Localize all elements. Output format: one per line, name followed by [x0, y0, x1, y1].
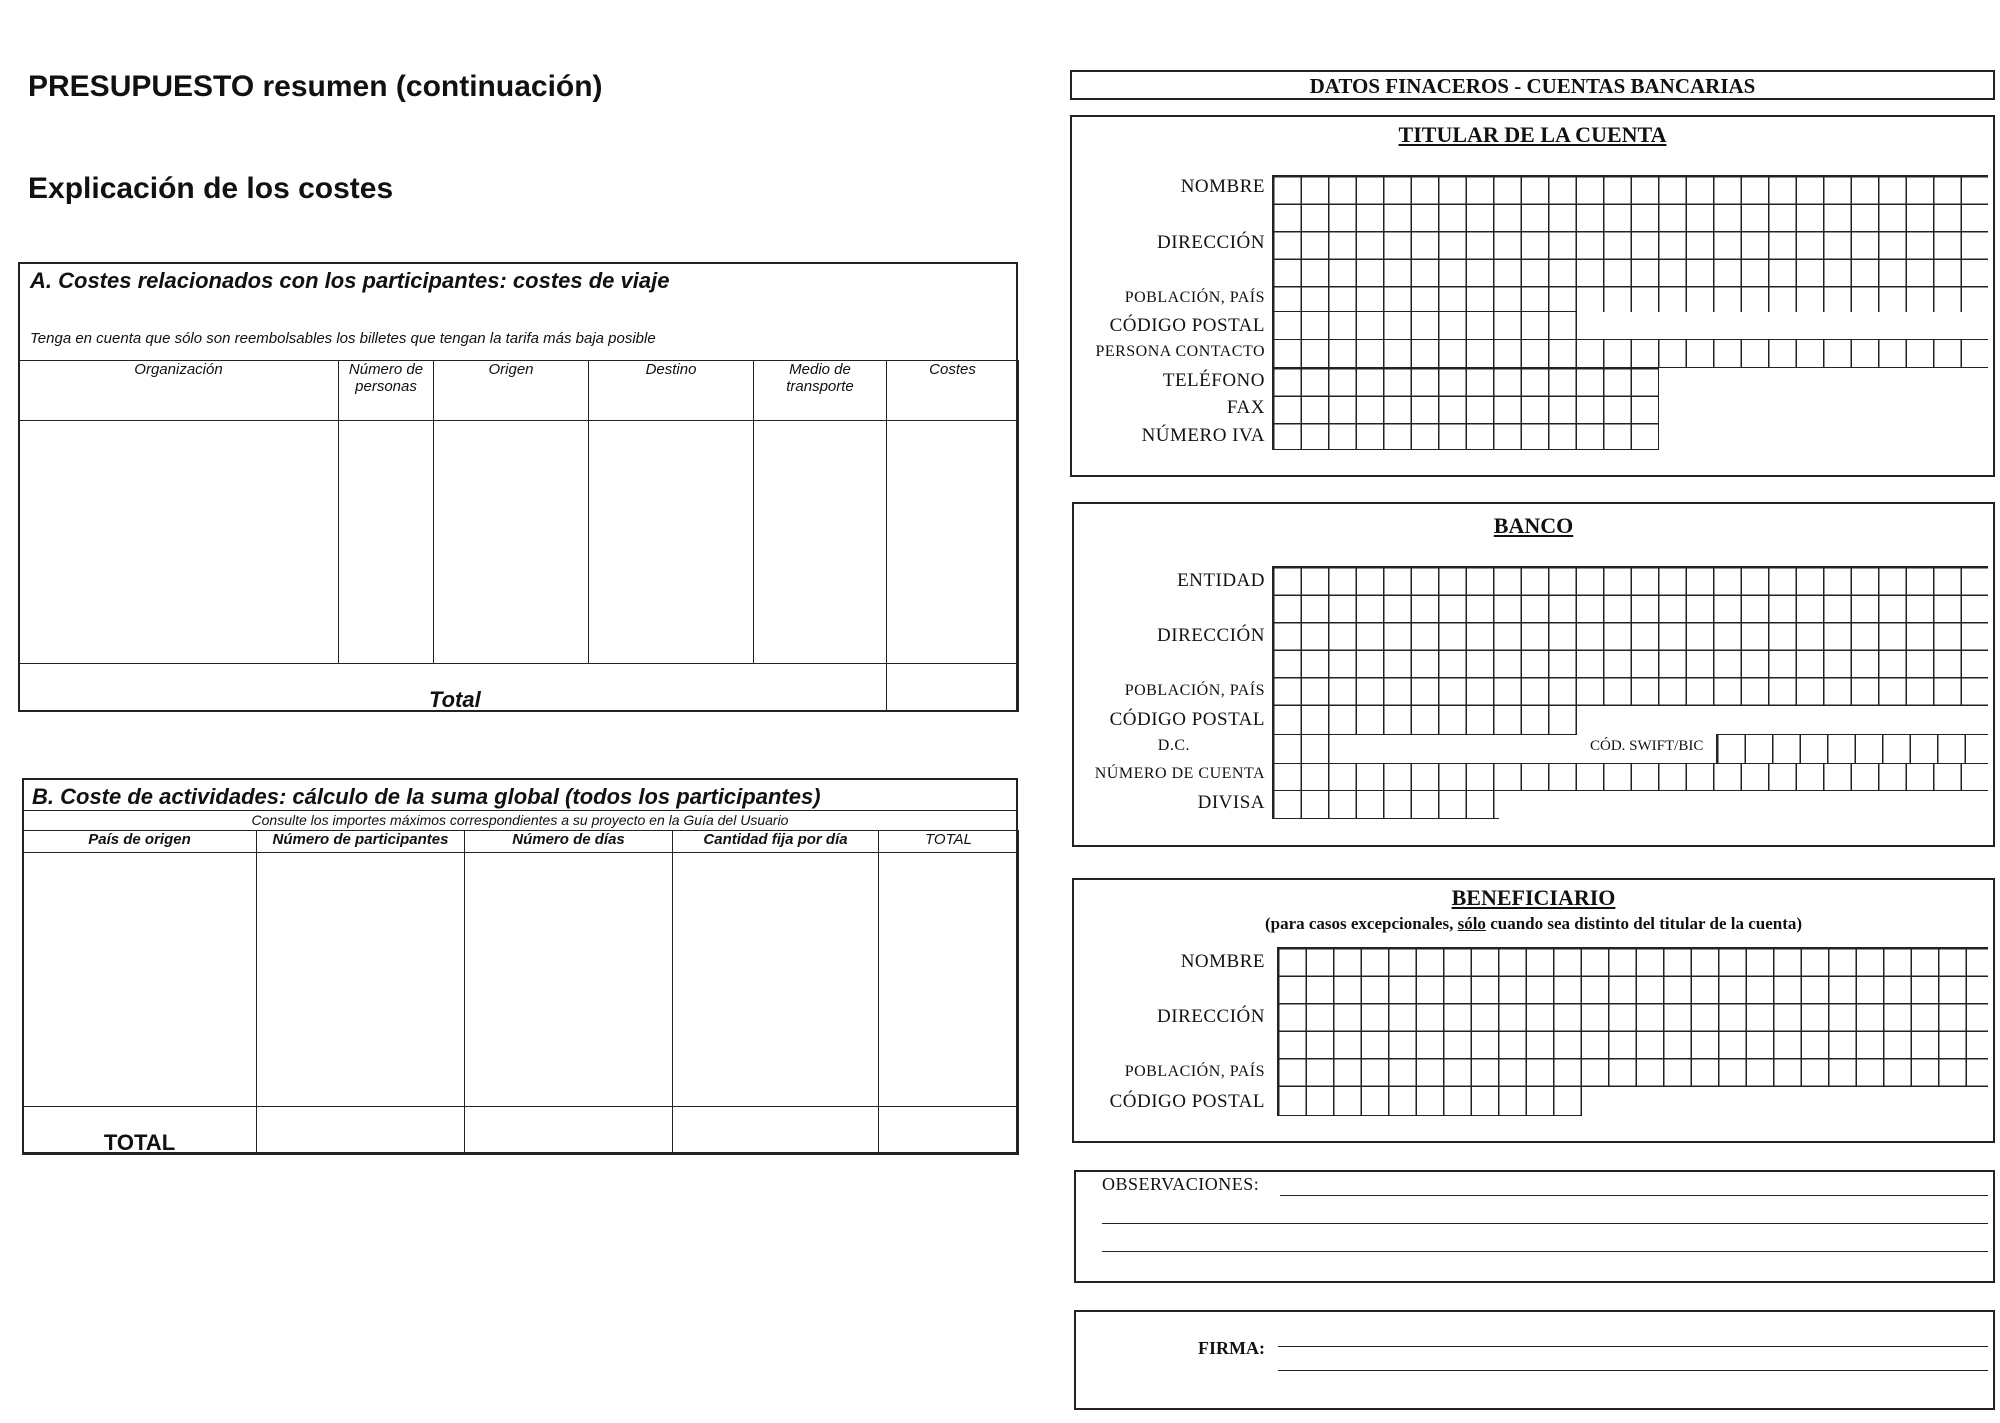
section-b-note: Consulte los importes máximos correspondientes a su proyecto en la Guía del Usuario: [251, 812, 789, 828]
beneficiario-note-solo: sólo: [1457, 914, 1486, 933]
cell-total-participantes[interactable]: [257, 1107, 465, 1155]
col-medio-transporte: Medio de transporte: [754, 361, 887, 421]
cell-costes[interactable]: [887, 421, 1019, 664]
label-banco-direccion: DIRECCIÓN: [1157, 625, 1265, 646]
total-b-label: TOTAL: [103, 1130, 176, 1155]
benef-grid-nombre-direccion-poblacion[interactable]: [1277, 947, 1988, 1087]
label-persona-contacto: PERSONA CONTACTO: [1095, 343, 1265, 360]
col-numero-dias: Número de días: [465, 831, 673, 853]
cell-organizacion[interactable]: [19, 421, 339, 664]
label-divisa: DIVISA: [1197, 792, 1265, 813]
cell-origen[interactable]: [434, 421, 589, 664]
page-title: PRESUPUESTO resumen (continuación): [28, 70, 603, 103]
titular-grid-nombre-direccion-poblacion[interactable]: [1272, 175, 1988, 312]
cell-numero-personas[interactable]: [339, 421, 434, 664]
titular-caption: TITULAR DE LA CUENTA: [1398, 122, 1667, 147]
cell-cantidad-fija[interactable]: [673, 853, 879, 1107]
banco-grid-entidad-direccion-poblacion[interactable]: [1272, 566, 1988, 706]
label-poblacion-pais: POBLACIÓN, PAÍS: [1124, 289, 1265, 306]
banco-grid-dc[interactable]: [1272, 734, 1330, 764]
beneficiario-note: [1072, 914, 1995, 934]
financial-header-text: DATOS FINACEROS - CUENTAS BANCARIAS: [1309, 74, 1756, 98]
label-fax: FAX: [1226, 397, 1265, 418]
cell-medio-transporte[interactable]: [754, 421, 887, 664]
label-benef-codigo-postal: CÓDIGO POSTAL: [1109, 1091, 1265, 1112]
col-cantidad-fija: Cantidad fija por día: [673, 831, 879, 853]
titular-grid-persona-contacto[interactable]: [1272, 339, 1988, 368]
cell-total-dias[interactable]: [465, 1107, 673, 1155]
firma-box: [1074, 1310, 1995, 1410]
observaciones-line-2[interactable]: [1102, 1223, 1988, 1224]
banco-grid-swift[interactable]: [1716, 734, 1988, 764]
label-benef-poblacion: POBLACIÓN, PAÍS: [1124, 1063, 1265, 1080]
label-numero-iva: NÚMERO IVA: [1141, 425, 1265, 446]
firma-line-2[interactable]: [1278, 1370, 1988, 1371]
section-b-heading: B. Coste de actividades: cálculo de la suma global (todos los participantes): [32, 784, 821, 809]
col-destino: Destino: [589, 361, 754, 421]
beneficiario-note-before: (para casos excepcionales,: [1264, 914, 1458, 933]
label-codigo-postal: CÓDIGO POSTAL: [1109, 315, 1265, 336]
label-telefono: TELÉFONO: [1162, 370, 1265, 391]
total-b-label-cell: [23, 1107, 257, 1155]
section-a-table: [18, 360, 1019, 712]
beneficiario-note-after: cuando sea distinto del titular de la cuenta): [1485, 914, 1803, 933]
label-benef-nombre: NOMBRE: [1180, 951, 1265, 972]
label-entidad: ENTIDAD: [1177, 570, 1265, 591]
label-banco-poblacion: POBLACIÓN, PAÍS: [1124, 682, 1265, 699]
cell-numero-participantes[interactable]: [257, 853, 465, 1107]
swift-label: CÓD. SWIFT/BIC: [1590, 738, 1704, 754]
col-organizacion: Organización: [19, 361, 339, 421]
col-numero-participantes: Número de participantes: [257, 831, 465, 853]
cell-total[interactable]: [879, 853, 1019, 1107]
col-origen: Origen: [434, 361, 589, 421]
banco-caption: BANCO: [1493, 513, 1574, 538]
cell-total-cantidad[interactable]: [673, 1107, 879, 1155]
firma-line-1[interactable]: [1278, 1346, 1988, 1347]
section-a-note: Tenga en cuenta que sólo son reembolsables los billetes que tengan la tarifa más baja posible: [30, 330, 656, 347]
banco-grid-divisa[interactable]: [1272, 790, 1499, 819]
label-dc: D.C.: [1157, 737, 1190, 754]
banco-grid-numero-cuenta[interactable]: [1272, 763, 1988, 791]
banco-grid-codigo-postal[interactable]: [1272, 705, 1577, 735]
col-total: TOTAL: [879, 831, 1019, 853]
section-subtitle: Explicación de los costes: [28, 172, 394, 205]
total-row-label-cell: [19, 664, 887, 712]
col-numero-personas: Número de personas: [339, 361, 434, 421]
label-banco-codigo-postal: CÓDIGO POSTAL: [1109, 709, 1265, 730]
label-direccion: DIRECCIÓN: [1157, 232, 1265, 253]
section-b-table: [22, 830, 1019, 1155]
observaciones-line-3[interactable]: [1102, 1251, 1988, 1252]
cell-total-costes[interactable]: [887, 664, 1019, 712]
benef-grid-codigo-postal[interactable]: [1277, 1086, 1582, 1116]
label-benef-direccion: DIRECCIÓN: [1157, 1006, 1265, 1027]
cell-destino[interactable]: [589, 421, 754, 664]
beneficiario-caption: BENEFICIARIO: [1451, 885, 1616, 910]
cell-pais-origen[interactable]: [23, 853, 257, 1107]
titular-grid-telefono-fax-iva[interactable]: [1272, 367, 1659, 450]
observaciones-line-1[interactable]: [1280, 1195, 1988, 1196]
financial-header: [1070, 70, 1995, 100]
col-pais-origen: País de origen: [23, 831, 257, 853]
label-numero-cuenta: NÚMERO DE CUENTA: [1094, 765, 1265, 782]
observaciones-label: OBSERVACIONES:: [1102, 1174, 1260, 1194]
label-nombre: NOMBRE: [1180, 176, 1265, 197]
cell-numero-dias[interactable]: [465, 853, 673, 1107]
col-costes: Costes: [887, 361, 1019, 421]
cell-total-total[interactable]: [879, 1107, 1019, 1155]
firma-label: FIRMA:: [1198, 1338, 1265, 1358]
section-a-heading: A. Costes relacionados con los participantes: costes de viaje: [30, 268, 670, 293]
titular-grid-codigo-postal[interactable]: [1272, 311, 1577, 340]
total-label: Total: [429, 687, 481, 712]
